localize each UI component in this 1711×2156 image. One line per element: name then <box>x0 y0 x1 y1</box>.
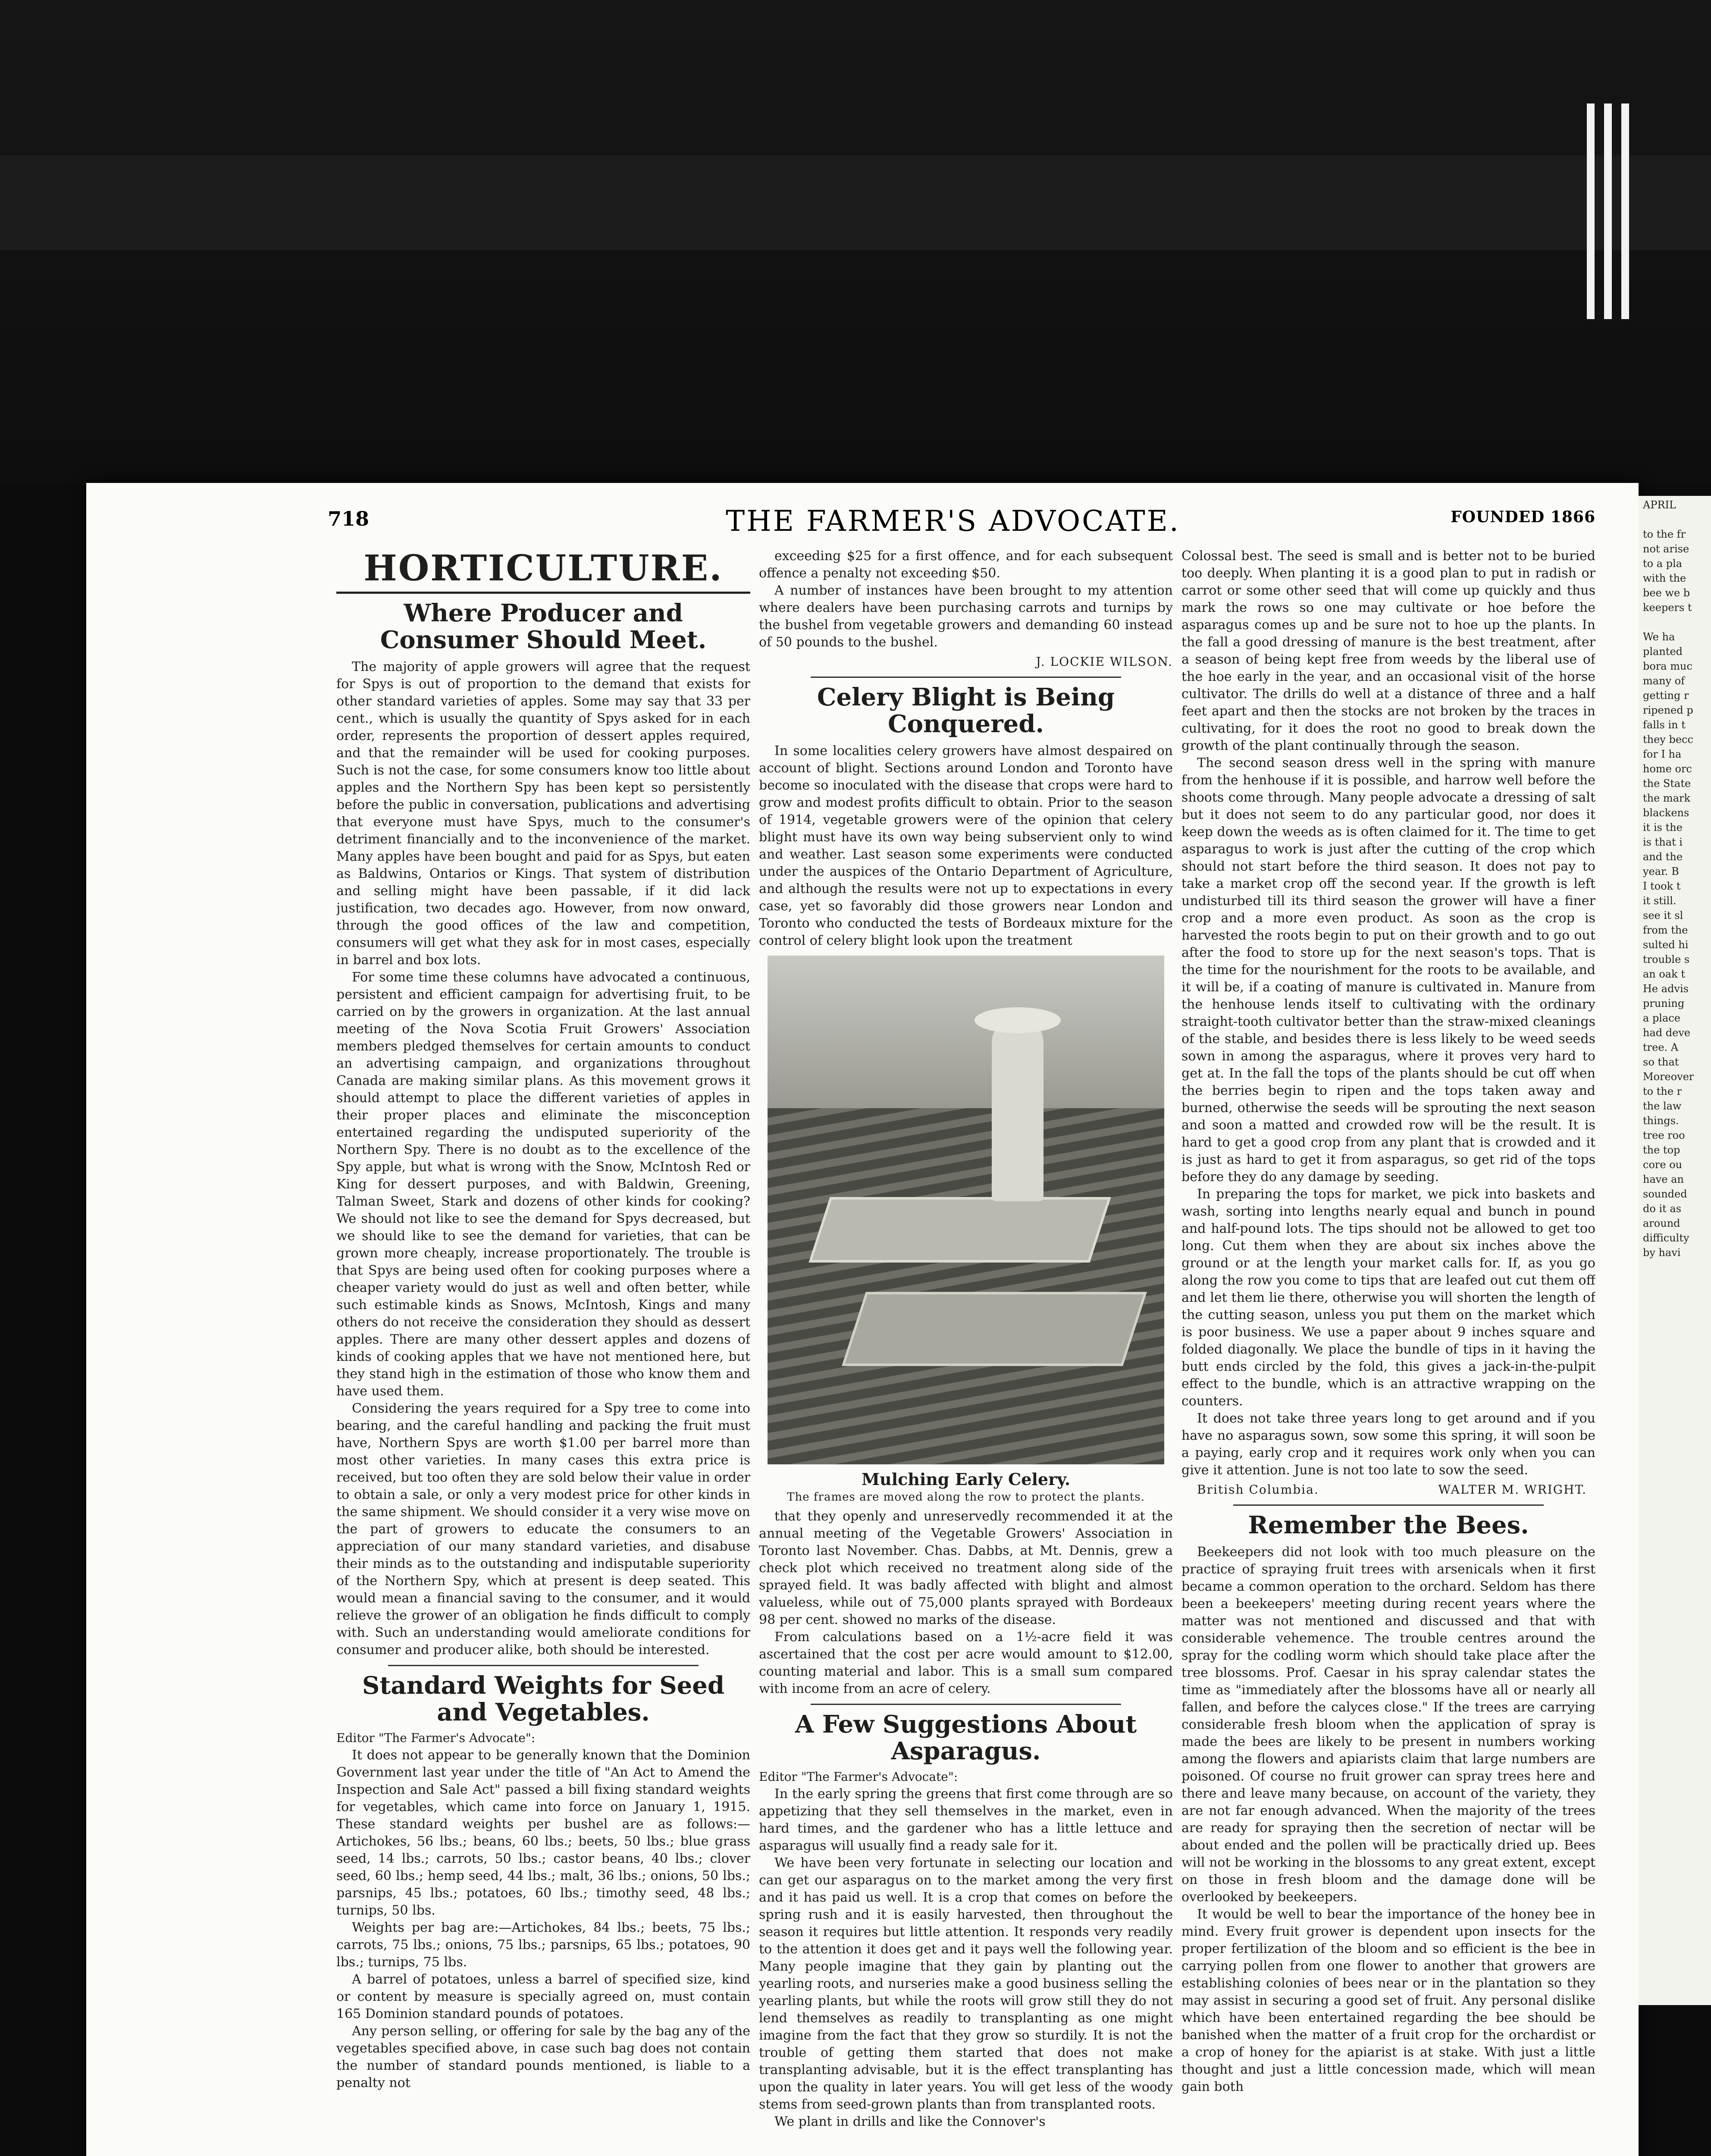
article-paragraph: We have been very fortunate in selecting our location and can get our asparagus on to the market among the very first and it has paid us well. It is a crop that comes on before the spring rush and it is easily harvested, then throughout the season it requires but little attention. It responds very readily to the attention it does get and it pays well the following year. Many people imagine that they gain by planting out the yearling roots, and nurseries make a good business selling the yearling plants, but while the roots will grow still they do not lend themselves as readily to transplanting as one might imagine from the fact that they grow so sturdily. It is not the trouble of getting them started that does not make transplanting advisable, but it is the effect transplanting has upon the quality in later years. You will get less of the woody stems from seed-grown plants than from transplanted roots. <box>759 1855 1173 2112</box>
article-paragraph: A barrel of potatoes, unless a barrel of specified size, kind or content by measure is specially agreed on, must contain 165 Dominion standard pounds of potatoes. <box>336 1972 750 2021</box>
byline-place: British Columbia. <box>1197 1482 1319 1497</box>
divider <box>811 1704 1121 1705</box>
next-page-fragment <box>1639 496 1711 2005</box>
section-title: HORTICULTURE. <box>336 548 750 594</box>
photo-mulch-frame <box>842 1292 1147 1366</box>
article-paragraph: It does not appear to be generally known that the Dominion Government last year under the title of "An Act to Amend the Inspection and Sale Act" passed a bill fixing standard weights for vegetables, which came into force on January 1, 1915. These standard weights per bushel are as follows:—Artichokes, 56 lbs.; beans, 60 lbs.; beets, 50 lbs.; blue grass seed, 14 lbs.; carrots, 50 lbs.; castor beans, 40 lbs.; clover seed, 60 lbs.; hemp seed, 44 lbs.; malt, 36 lbs.; onions, 50 lbs.; parsnips, 45 lbs.; potatoes, 60 lbs.; timothy seed, 48 lbs.; turnips, 50 lbs. <box>336 1748 750 1918</box>
photo-caption: Mulching Early Celery. <box>861 1470 1071 1489</box>
byline-name: WALTER M. WRIGHT. <box>1438 1482 1587 1497</box>
photo-field <box>768 1108 1164 1464</box>
article-paragraph: Considering the years required for a Spy tree to come into bearing, and the careful handling and packing the fruit must have, Northern Spys are worth $1.00 per barrel more than most other varieties. In many cases this extra price is received, but too often they are sold below their value in order to obtain a sale, or only a very modest price for other kinds in the same shipment. We should consider it a very wise move on the part of growers to educate the consumers to an appreciation of our many standard varieties, and disabuse their minds as to the outstanding and indisputable superiority of the Northern Spy, which at present is deep seated. This would mean a financial saving to the consumer, and it would relieve the grower of an obligation he finds difficult to comply with. Such an understanding would ameliorate conditions for consumer and producer alike, both should be interested. <box>336 1401 750 1658</box>
film-light-streak <box>1621 103 1629 319</box>
article-title: Remember the Bees. <box>1248 1511 1529 1539</box>
photo-hat <box>975 1007 1061 1033</box>
divider <box>388 1665 699 1666</box>
article-paragraph: In some localities celery growers have almost despaired on account of blight. Sections around London and Toronto have become so inoculated with the disease that crops were hard to grow and modest profits difficult to obtain. Prior to the season of 1914, vegetable growers were of the opinion that celery blight must have its own way being subservient only to wind and weather. Last season some experiments were conducted under the auspices of the Ontario Department of Agriculture, and although the results were not up to expectations in every case, yet so favorably did those growers near London and Toronto who conducted the tests of Bordeaux mixture for the control of celery blight look upon the treatment <box>759 743 1173 948</box>
film-light-streak <box>1587 103 1595 319</box>
editor-salutation: Editor "The Farmer's Advocate": <box>336 1731 536 1745</box>
article-title: A Few Suggestions About Asparagus. <box>795 1710 1137 1765</box>
article-paragraph: In the early spring the greens that first come through are so appetizing that they sell themselves in the market, even in hard times, and the gardener who has a little lettuce and asparagus will usually find a ready sale for it. <box>759 1786 1173 1853</box>
article-paragraph: It would be well to bear the importance of the honey bee in mind. Every fruit grower is dependent upon insects for the proper fertilization of the bloom and so efficient is the bee in carrying pollen from one flower to another that growers are establishing colonies of bees near or in the plantation so they may assist in securing a good set of fruit. Any personal dislike which have been entertained regarding the bee should be banished when the matter of a fruit crop for the orchardist or a crop of honey for the apiarist is at stake. With just a little thought and just a little concession made, which will mean gain both <box>1181 1907 1595 2094</box>
photo-mulch-frame <box>808 1197 1111 1263</box>
article-title: Standard Weights for Seed and Vegetables. <box>362 1671 725 1727</box>
article-paragraph: Beekeepers did not look with too much pleasure on the practice of spraying fruit trees with arsenicals when it first became a common operation to the orchard. Seldom has there been a beekeepers' meeting during recent years where the matter was not mentioned and discussed and that with considerable vehemence. The trouble centres around the spray for the codling worm which should take place after the tree blossoms. Prof. Caesar in his spray calendar states the time as "immediately after the blossoms have all or nearly all fallen, and before the calyces close." If the trees are carrying considerable fresh bloom when the application of spray is made the bees are likely to be present in numbers working among the flowers and apiarists claim that large numbers are poisoned. Of course no fruit grower can spray trees here and there and leave many because, on account of the variety, they are not far enough advanced. When the majority of the trees are ready for spraying then the secretion of nectar will be about ended and the pollen will be practically dried up. Bees will not be working in the blossoms to any great extent, except on those in fresh bloom and the damage done will be overlooked by beekeepers. <box>1181 1545 1595 1905</box>
page-number: 718 <box>328 507 370 530</box>
column-2 <box>759 548 1173 2156</box>
article-paragraph: From calculations based on a 1½-acre field it was ascertained that the cost per acre would amount to $12.00, counting material and labor. This is a small sum compared with income from an acre of celery. <box>759 1630 1173 1696</box>
page-header <box>328 505 1595 538</box>
divider <box>1233 1504 1544 1506</box>
divider <box>811 677 1121 678</box>
article-paragraph: The majority of apple growers will agree that the request for Spys is out of proportion to the demand that exists for other standard varieties of apples. Some may say that 33 per cent., which is usually the quantity of Spys asked for in each order, represents the proportion of dessert apples required, and that the remainder will be used for cooking purposes. Such is not the case, for some consumers know too little about apples and the Northern Spy has been kept so persistently before the public in conversation, publications and advertising that everyone must have Spys, much to the consumer's detriment financially and to the inconvenience of the market. Many apples have been bought and paid for as Spys, but eaten as Baldwins, Ontarios or Kings. That system of distribution and selling might have been passable, if it did lack justification, two decades ago. However, from now onward, through the good offices of the law and competition, consumers will get what they ask for in most cases, especially in barrel and box lots. <box>336 659 750 968</box>
article-paragraph: The second season dress well in the spring with manure from the henhouse if it is possible, and harrow well before the shoots come through. Many people advocate a dressing of salt but it does not seem to do any particular good, nor does it keep down the weeds as is often claimed for it. The time to get asparagus to work is just after the cutting of the crop which should not start before the third season. It does not pay to take a market crop off the second year. If the growth is left undisturbed till its third season the grower will have a finer crop and a more even product. As soon as the crop is harvested the roots begin to put on their growth and to go out after the food to store up for the next season's tops. That is the time for the nourishment for the roots to be available, and it will be, if a coating of manure is cultivated in. Manure from the henhouse lends itself to cultivating with the ordinary straight-tooth cultivator better than the straw-mixed cleanings of the stable, and besides there is less likely to be weed seeds sown in among the asparagus, where it proves very hard to get at. In the fall the tops of the plants should be cut off when the berries begin to ripen and the tops taken away and burned, otherwise the seeds will be sprouting the next season and soon a matted and crowded row will be the result. It is hard to get a good crop from any plant that is crowded and it is just as hard to get it from asparagus, so get rid of the tops before they do any damage by seeding. <box>1181 755 1595 1185</box>
photo-sky <box>768 956 1164 1108</box>
article-paragraph: exceeding $25 for a first offence, and for each subsequent offence a penalty not exceeding $50. <box>759 548 1173 581</box>
article-paragraph: It does not take three years long to get around and if you have no asparagus sown, sow some this spring, it will soon be a paying, early crop and it requires work only when you can give it attention. June is not too late to sow the seed. <box>1181 1411 1595 1478</box>
article-paragraph: A number of instances have been brought to my attention where dealers have been purchasing carrots and turnips by the bushel from vegetable growers and demanding 60 instead of 50 pounds to the bushel. <box>759 583 1173 650</box>
founded-year: FOUNDED 1866 <box>1451 508 1595 526</box>
article-title: Celery Blight is Being Conquered. <box>817 683 1115 738</box>
article-paragraph: that they openly and unreservedly recommended it at the annual meeting of the Vegetable Growers' Association in Toronto last November. Chas. Dabbs, at Mt. Dennis, grew a check plot which received no treatment along side of the sprayed field. It was badly affected with blight and almost valueless, while out of 75,000 plants sprayed with Bordeaux 98 per cent. showed no marks of the disease. <box>759 1509 1173 1627</box>
microfilm-band <box>0 155 1711 250</box>
author-byline: J. LOCKIE WILSON. <box>1036 655 1173 669</box>
celery-photo <box>768 956 1164 1464</box>
article-paragraph: Weights per bag are:—Artichokes, 84 lbs.; beets, 75 lbs.; carrots, 75 lbs.; onions, 75 lbs.; parsnips, 65 lbs.; potatoes, 90 lbs.; turnips, 75 lbs. <box>336 1920 750 1970</box>
photo-farmer <box>992 1020 1044 1201</box>
editor-salutation: Editor "The Farmer's Advocate": <box>759 1770 958 1784</box>
column-1 <box>336 548 750 2156</box>
article-paragraph: In preparing the tops for market, we pick into baskets and wash, sorting into lengths nearly equal and bunch in pound and half-pound lots. The tips should not be allowed to get too long. Cut them when they are about six inches above the ground or at the length your market calls for. If, as you go along the row you come to tips that are leafed out cut them off and let them lie there, otherwise you will shorten the length of the cutting season, unless you put them on the market which is poor business. We use a paper about 9 inches square and folded diagonally. We place the bundle of tips in it having the butt ends circled by the fold, this gives a jack-in-the-pulpit effect to the bundle, which is an attractive wrapping on the counters. <box>1181 1187 1595 1409</box>
article-paragraph: We plant in drills and like the Connover's <box>774 2114 1046 2129</box>
masthead-title: THE FARMER'S ADVOCATE. <box>726 505 1180 538</box>
column-3 <box>1181 548 1595 2156</box>
article-paragraph: Any person selling, or offering for sale by the bag any of the vegetables specified above, in case such bag does not contain the number of standard pounds mentioned, is liable to a penalty not <box>336 2024 750 2090</box>
article-paragraph: For some time these columns have advocated a continuous, persistent and efficient campaign for advertising fruit, to be carried on by the growers in organization. At the last annual meeting of the Nova Scotia Fruit Growers' Association members pledged themselves for certain amounts to conduct an advertising campaign, and organizations throughout Canada are making similar plans. As this movement grows it should attempt to place the different varieties of apples in their proper places and eliminate the misconception entertained regarding the undisputed superiority of the Northern Spy. There is no doubt as to the excellence of the Spy apple, but what is wrong with the Snow, McIntosh Red or King for dessert purposes, and with Baldwin, Greening, Talman Sweet, Stark and dozens of other kinds for cooking? We should not like to see the demand for Spys decreased, but we should like to see the demand for varieties, that can be grown more cheaply, increase proportionately. The trouble is that Spys are being used often for cooking purposes where a cheaper variety would do just as well and often better, while such estimable kinds as Snows, McIntosh, Kings and many others do not receive the consideration they should as dessert apples. There are many other dessert apples and dozens of kinds of cooking apples that we have not mentioned here, but they stand high in the estimation of those who know them and have used them. <box>336 970 750 1399</box>
film-light-streak <box>1604 103 1612 319</box>
article-title: Where Producer and Consumer Should Meet. <box>380 599 707 654</box>
author-byline <box>1181 1482 1595 1497</box>
next-page-text: APRIL to the fr not arise to a pla with the bee we b keepers t We ha planted bora muc many of getting r ripened p falls in t they becc for I ha home orc the State the mark blackens it is the is that i and the year. B I took t it still. see it sl from the sulted hi trouble s an oak t He advis pruning a place had deve tree. A so that Moreover to the r the law things. tree roo the top core ou have an sounded do it as around difficulty by havi <box>1643 499 1694 1259</box>
article-paragraph: Colossal best. The seed is small and is better not to be buried too deeply. When planting it is a good plan to put in radish or carrot or some other seed that will come up quickly and thus mark the rows so one may cultivate or hoe before the asparagus comes up and be sure not to hoe up the plants. In the fall a good dressing of manure is the best treatment, after a season of being kept free from weeds by the liberal use of the hoe early in the year, and an occasional visit of the horse cultivator. The drills do well at a distance of three and a half feet apart and then the stocks are not broken by the traces in cultivating, for it does the root no good to break down the growth of the plant continually through the season. <box>1181 548 1595 753</box>
photo-subcaption: The frames are moved along the row to protect the plants. <box>787 1491 1145 1504</box>
